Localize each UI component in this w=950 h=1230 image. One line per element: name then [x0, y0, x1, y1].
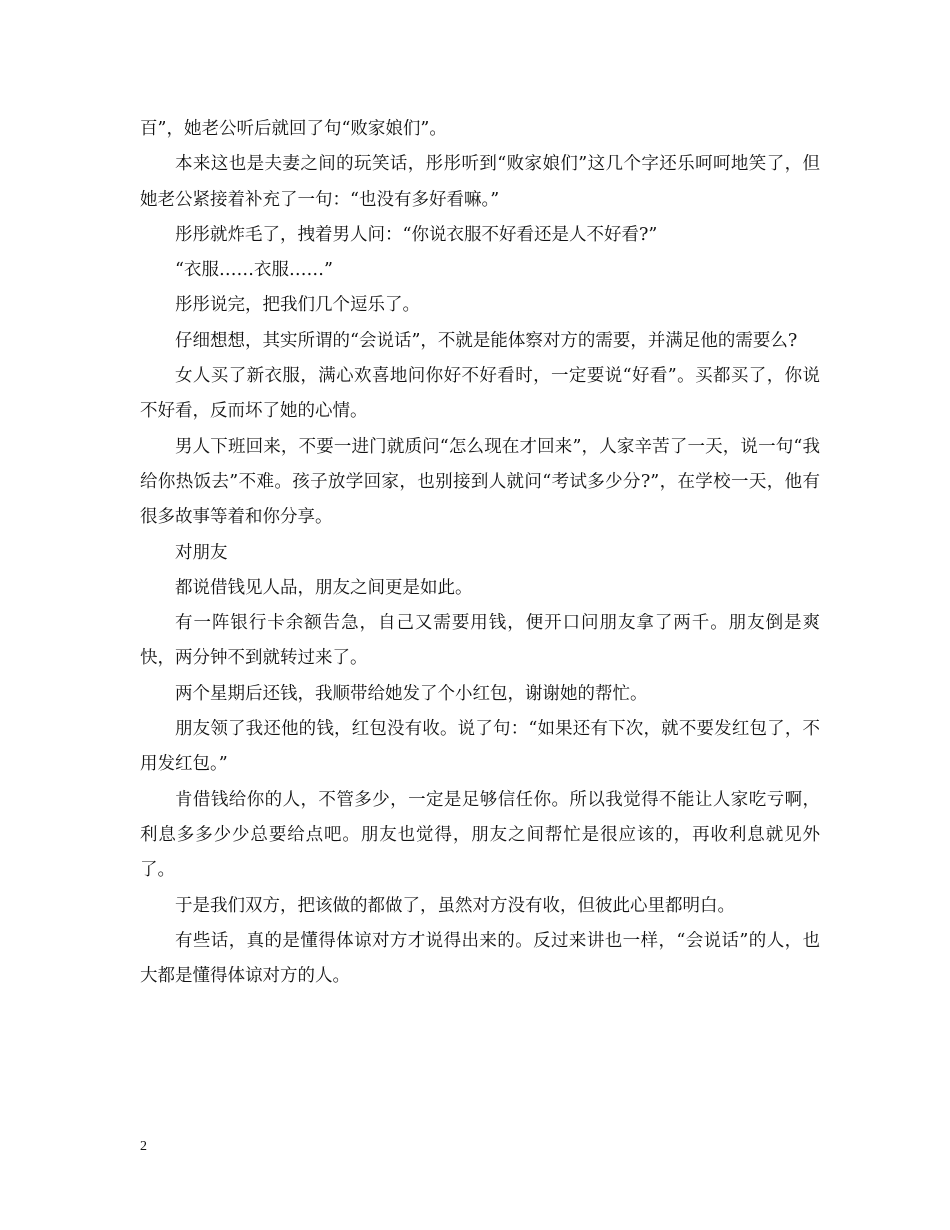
paragraph-16: 有些话，真的是懂得体谅对方才说得出来的。反过来讲也一样，“会说话”的人，也大都是懂得体谅对方的人。 [140, 930, 820, 987]
paragraph-15: 于是我们双方，把该做的都做了，虽然对方没有收，但彼此心里都明白。 [175, 895, 735, 916]
paragraph-1: 百”，她老公听后就回了句“败家娘们”。 [140, 119, 447, 139]
body-text [140, 112, 820, 994]
paragraph-5: 彤彤说完，把我们几个逗乐了。 [175, 295, 420, 316]
page-number: 2 [140, 1139, 147, 1154]
paragraph-14: 肯借钱给你的人，不管多少，一定是足够信任你。所以我觉得不能让人家吃亏啊，利息多多少少总要给点吧。朋友也觉得，朋友之间帮忙是很应该的，再收利息就见外了。 [140, 789, 820, 881]
paragraph-3: 彤彤就炸毛了，拽着男人问：“你说衣服不好看还是人不好看?” [175, 224, 658, 245]
paragraph-11: 有一阵银行卡余额告急，自己又需要用钱，便开口问朋友拿了两千。朋友倒是爽快，两分钟不到就转过来了。 [140, 613, 820, 669]
paragraph-2: 本来这也是夫妻之间的玩笑话，彤彤听到“败家娘们”这几个字还乐呵呵地笑了，但她老公紧接着补充了一句：“也没有多好看嘛。” [140, 154, 820, 210]
paragraph-8: 男人下班回来，不要一进门就质问“怎么现在才回来”，人家辛苦了一天，说一句“我给你热饭去”不难。孩子放学回家，也别接到人就问“考试多少分?”，在学校一天，他有很多故事等着和你分享。 [140, 436, 820, 528]
paragraph-13: 朋友领了我还他的钱，红包没有收。说了句：“如果还有下次，就不要发红包了，不用发红包。” [140, 719, 820, 775]
paragraph-10: 都说借钱见人品，朋友之间更是如此。 [175, 577, 473, 598]
section-heading-friends: 对朋友 [175, 542, 228, 563]
paragraph-7: 女人买了新衣服，满心欢喜地问你好不好看时，一定要说“好看”。买都买了，你说不好看，反而坏了她的心情。 [140, 366, 820, 422]
paragraph-4: “衣服……衣服……” [175, 260, 333, 281]
paragraph-6: 仔细想想，其实所谓的“会说话”，不就是能体察对方的需要，并满足他的需要么? [175, 330, 798, 351]
paragraph-12: 两个星期后还钱，我顺带给她发了个小红包，谢谢她的帮忙。 [175, 683, 648, 704]
